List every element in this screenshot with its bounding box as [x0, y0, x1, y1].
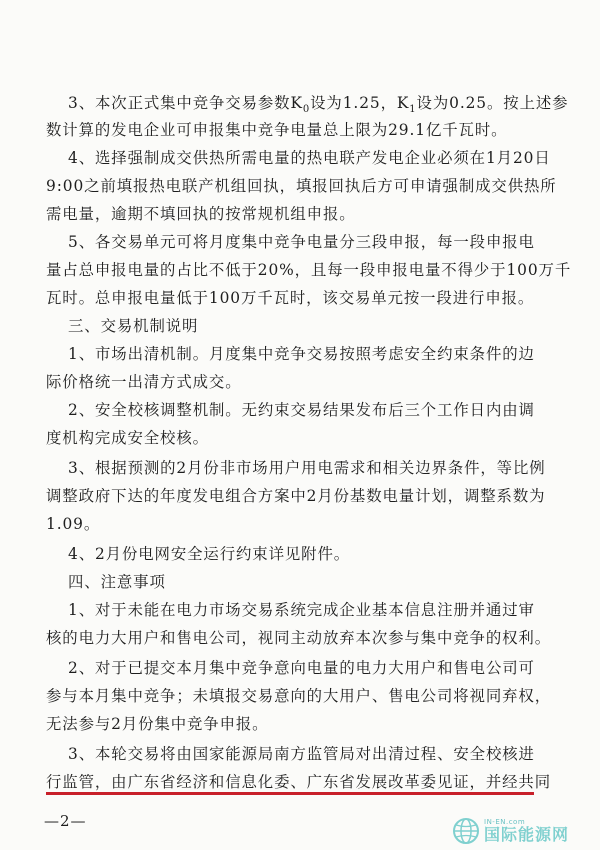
text-line-2: 数计算的发电企业可申报集中竞争电量总上限为29.1亿千瓦时。: [46, 121, 508, 139]
text-line-12: 2、安全校核调整机制。无约束交易结果发布后三个工作日内由调: [68, 401, 535, 419]
text-line-4: 9:00之前填报热电联产机组回执，填报回执后方可申请强制成交供热所: [46, 177, 557, 195]
text-line-23: 无法参与2月份集中竞争申报。: [46, 715, 269, 733]
watermark: [452, 816, 592, 846]
page-number: —2—: [44, 812, 87, 830]
section-heading-3: 三、交易机制说明: [68, 317, 199, 335]
text-line-10: 1、市场出清机制。月度集中竞争交易按照考虑安全约束条件的边: [68, 345, 535, 363]
text-line-7: 量占总申报电量的占比不低于20%，且每一段申报电量不得少于100万千: [46, 261, 572, 279]
highlight-underline: [46, 792, 534, 795]
text-line-1: 3、本次正式集中竞争交易参数$K_0$设为1.25，$K_1$设为0.25。按上述参: [68, 94, 569, 116]
text-line-17: 4、2月份电网安全运行约束详见附件。: [68, 545, 351, 563]
text-line-24: 3、本轮交易将由国家能源局南方监管局对出清过程、安全校核进: [68, 745, 535, 763]
watermark-name: 国际能源网: [484, 825, 570, 844]
text-line-19: 1、对于未能在电力市场交易系统完成企业基本信息注册并通过审: [68, 601, 535, 619]
text-line-15: 调整政府下达的年度发电组合方案中2月份基数电量计划，调整系数为: [46, 487, 546, 505]
globe-logo-icon: [452, 817, 480, 845]
text-line-8: 瓦时。总申报电量低于100万千瓦时，该交易单元按一段进行申报。: [46, 289, 535, 307]
watermark-site: IN-EN.com: [484, 818, 526, 826]
text-line-6: 5、各交易单元可将月度集中竞争电量分三段申报，每一段申报电: [68, 233, 535, 251]
text-line-5: 需电量，逾期不填回执的按常规机组申报。: [46, 205, 356, 223]
text-line-25: 行监管，由广东省经济和信息化委、广东省发展改革委见证，并经共同: [46, 773, 552, 791]
text-line-14: 3、根据预测的2月份非市场用户用电需求和相关边界条件，等比例: [68, 459, 546, 477]
text-line-21: 2、对于已提交本月集中竞争意向电量的电力大用户和售电公司可: [68, 659, 535, 677]
text-line-20: 核的电力大用户和售电公司，视同主动放弃本次参与集中竞争的权利。: [46, 629, 552, 647]
text-line-13: 度机构完成安全校核。: [46, 429, 209, 447]
text-line-22: 参与本月集中竞争；未填报交易意向的大用户、售电公司将视同弃权，: [46, 687, 552, 705]
section-heading-4: 四、注意事项: [68, 573, 166, 591]
text-line-3: 4、选择强制成交供热所需电量的热电联产发电企业必须在1月20日: [68, 149, 551, 167]
text-line-11: 际价格统一出清方式成交。: [46, 373, 242, 391]
text-line-16: 1.09。: [46, 515, 101, 533]
